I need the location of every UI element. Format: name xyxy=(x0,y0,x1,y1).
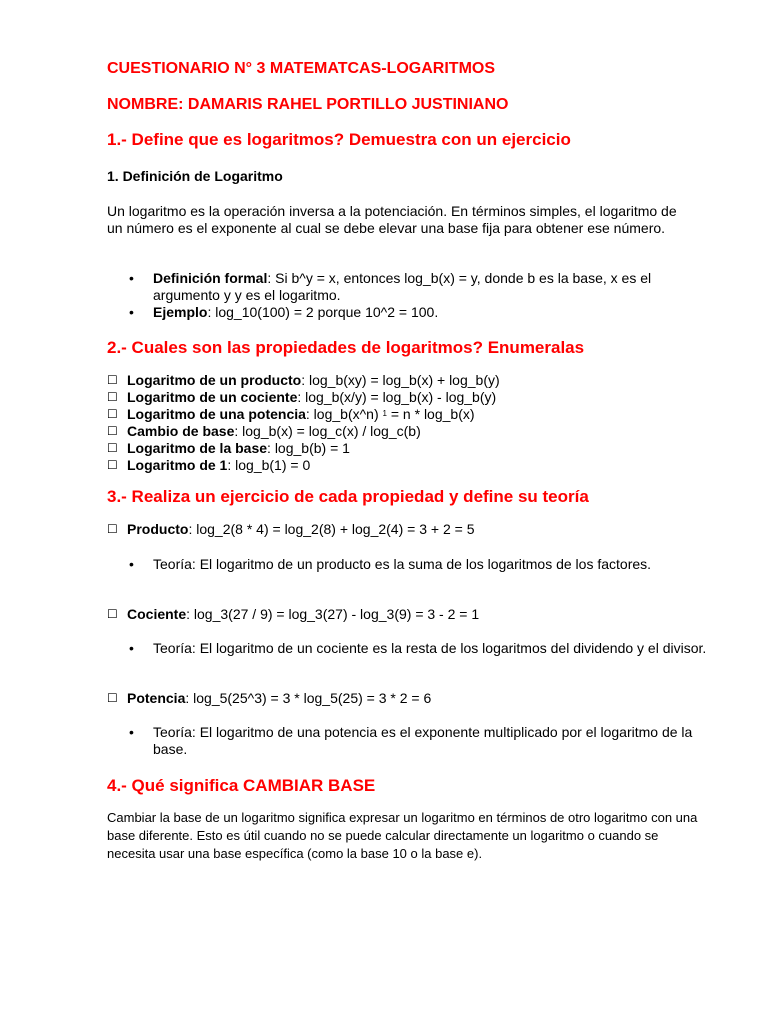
student-name: NOMBRE: DAMARIS RAHEL PORTILLO JUSTINIANO xyxy=(107,96,509,113)
list-item-term: Logaritmo de la base xyxy=(127,440,268,456)
list-item-text: : log_10(100) = 2 porque 10^2 = 100. xyxy=(207,304,439,320)
q3-producto-theory xyxy=(107,556,707,573)
list-item-text: : log_b(xy) = log_b(x) + log_b(y) xyxy=(301,372,500,388)
list-item xyxy=(107,457,707,474)
question-3-heading: 3.- Realiza un ejercicio de cada propiedad y define su teoría xyxy=(107,487,589,506)
list-item-text: : log_5(25^3) = 3 * log_5(25) = 3 * 2 = 6 xyxy=(185,690,432,706)
checkbox-icon: ☐ xyxy=(107,390,118,404)
q3-potencia xyxy=(107,690,707,707)
list-item-term: Logaritmo de una potencia xyxy=(127,406,306,422)
list-item-text: : log_b(x/y) = log_b(x) - log_b(y) xyxy=(297,389,497,405)
list-item xyxy=(107,440,707,457)
list-item-term: Logaritmo de 1 xyxy=(127,457,228,473)
question-2-heading: 2.- Cuales son las propiedades de logaritmos? Enumeralas xyxy=(107,338,585,357)
checkbox-icon: ☐ xyxy=(107,373,118,387)
list-item xyxy=(107,690,707,707)
document-title: CUESTIONARIO N° 3 MATEMATCAS-LOGARITMOS xyxy=(107,60,496,77)
theory-text: Teoría: El logaritmo de una potencia es el exponente multiplicado por el logaritmo de la base. xyxy=(153,724,693,757)
checkbox-icon: ☐ xyxy=(107,458,118,472)
checkbox-icon: ☐ xyxy=(107,407,118,421)
list-item xyxy=(107,389,707,406)
list-item-term: Ejemplo xyxy=(153,304,208,320)
q3-potencia-theory xyxy=(107,724,707,758)
checkbox-icon: ☐ xyxy=(107,607,118,621)
question-1-heading: 1.- Define que es logaritmos? Demuestra con un ejercicio xyxy=(107,130,571,149)
list-item-text: : Si b^y = x, entonces log_b(x) = y, donde b es la base, x es el argumento y y es el logaritmo. xyxy=(153,270,652,303)
list-item xyxy=(107,372,707,389)
list-item-term: Potencia xyxy=(127,690,186,706)
checkbox-icon: ☐ xyxy=(107,522,118,536)
list-item xyxy=(107,724,707,758)
list-item xyxy=(107,606,707,623)
list-item xyxy=(107,521,707,538)
list-item-term: Logaritmo de un producto xyxy=(127,372,302,388)
q1-subheading: 1. Definición de Logaritmo xyxy=(107,168,283,184)
list-item-text: : log_b(x^n) xyxy=(305,406,383,422)
list-item-text: : log_b(b) = 1 xyxy=(267,440,350,456)
q1-bullet-list xyxy=(107,270,707,321)
list-item-text: : log_3(27 / 9) = log_3(27) - log_3(9) = 3 - 2 = 1 xyxy=(186,606,480,622)
list-item-term: Producto xyxy=(127,521,189,537)
list-item xyxy=(107,270,707,304)
list-item xyxy=(107,304,707,321)
list-item-text: : log_b(x) = log_c(x) / log_c(b) xyxy=(234,423,421,439)
list-item xyxy=(107,423,707,440)
q3-cociente xyxy=(107,606,707,623)
checkbox-icon: ☐ xyxy=(107,691,118,705)
list-item-term: Definición formal xyxy=(153,270,268,286)
list-item-term: Cociente xyxy=(127,606,187,622)
checkbox-icon: ☐ xyxy=(107,424,118,438)
question-4-heading: 4.- Qué significa CAMBIAR BASE xyxy=(107,776,376,795)
list-item xyxy=(107,556,707,573)
q2-properties-list xyxy=(107,372,707,474)
checkbox-icon: ☐ xyxy=(107,441,118,455)
list-item-term: Cambio de base xyxy=(127,423,235,439)
list-item xyxy=(107,406,707,423)
list-item xyxy=(107,640,707,657)
list-item-text: : log_b(1) = 0 xyxy=(227,457,311,473)
list-item-term: Logaritmo de un cociente xyxy=(127,389,298,405)
list-item-text: : log_2(8 * 4) = log_2(8) + log_2(4) = 3 + 2 = 5 xyxy=(188,521,475,537)
q1-paragraph: Un logaritmo es la operación inversa a la potenciación. En términos simples, el logaritmo de un número es el exponente al cual se debe elevar una base fija para obtener ese número. xyxy=(107,203,677,236)
q3-producto xyxy=(107,521,707,538)
q3-cociente-theory xyxy=(107,640,707,657)
theory-text: Teoría: El logaritmo de un producto es la suma de los logaritmos de los factores. xyxy=(153,556,652,572)
theory-text: Teoría: El logaritmo de un cociente es la resta de los logaritmos del dividendo y el divisor. xyxy=(153,640,707,656)
q4-paragraph: Cambiar la base de un logaritmo significa expresar un logaritmo en términos de otro logaritmo con una base diferente. Esto es útil cuando no se puede calcular directamente un logaritmo o cuando se necesita usar una base específica (como la base 10 o la base e). xyxy=(107,810,698,861)
footnote-marker: 1 xyxy=(382,409,387,418)
list-item-text: = n * log_b(x) xyxy=(386,406,475,422)
